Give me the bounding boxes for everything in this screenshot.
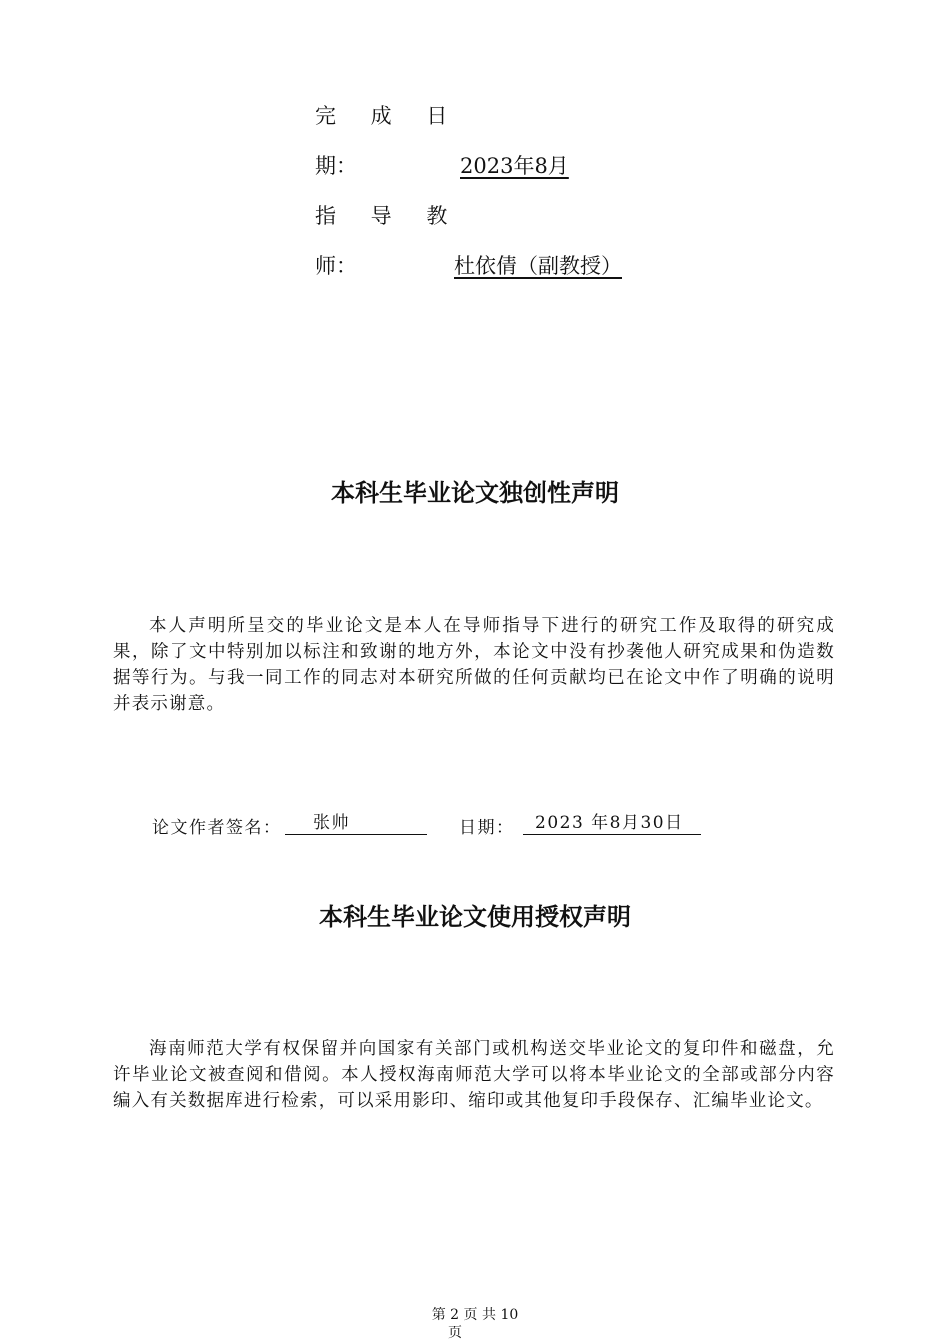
- author-signature-label: 论文作者签名：: [152, 818, 282, 838]
- completion-date-value: 2023年8月: [460, 154, 569, 178]
- authorization-title: 本科生毕业论文使用授权声明: [319, 903, 631, 931]
- advisor-value: 杜依倩（副教授）: [454, 254, 622, 278]
- page-number-line2: 页: [448, 1325, 462, 1341]
- originality-title: 本科生毕业论文独创性声明: [331, 479, 619, 507]
- page-number-line1: 第 2 页 共 10: [431, 1307, 519, 1323]
- date-value: 2023 年8月30日: [523, 813, 701, 835]
- authorization-body: 海南师范大学有权保留并向国家有关部门或机构送交毕业论文的复印件和磁盘，允许毕业论文被查阅和借阅。本人授权海南师范大学可以将本毕业论文的全部或部分内容编入有关数据库进行检索，可以采用影印、缩印或其他复印手段保存、汇编毕业论文。: [113, 1039, 835, 1111]
- date-label: 日期：: [459, 818, 515, 838]
- advisor-label-line2: 师：: [315, 254, 357, 278]
- advisor-label-line1: 指 导 教: [315, 204, 462, 228]
- completion-date-label-line2: 期：: [315, 154, 357, 178]
- originality-body: 本人声明所呈交的毕业论文是本人在导师指导下进行的研究工作及取得的研究成果，除了文中特别加以标注和致谢的地方外，本论文中没有抄袭他人研究成果和伪造数据等行为。与我一同工作的同志对本研究所做的任何贡献均已在论文中作了明确的说明并表示谢意。: [113, 616, 835, 714]
- completion-date-label-line1: 完 成 日: [315, 104, 462, 128]
- author-signature-value: 张帅: [285, 813, 427, 835]
